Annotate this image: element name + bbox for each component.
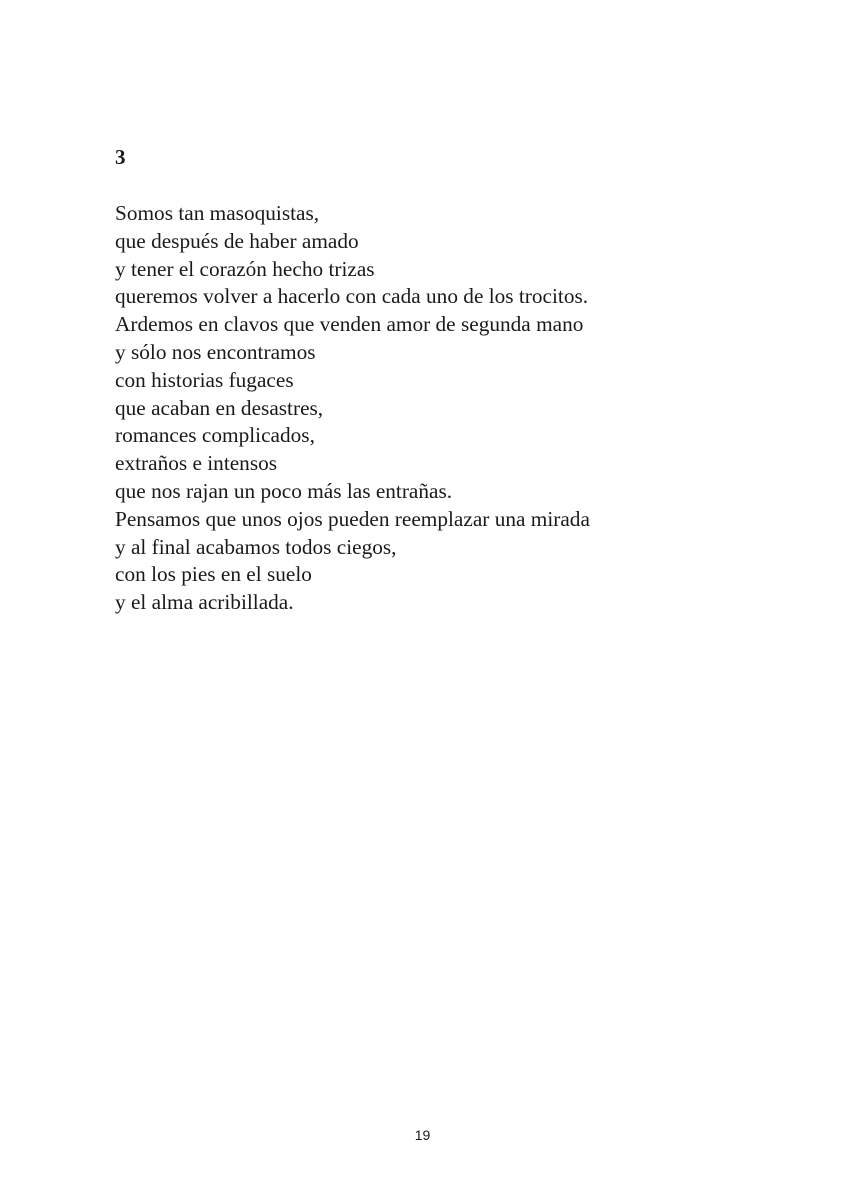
poem-line: romances complicados, [115,423,315,448]
poem-line: y el alma acribillada. [115,590,294,615]
poem-line: y sólo nos encontramos [115,339,316,364]
poem-line: Somos tan masoquistas, [115,201,320,225]
poem-line: Ardemos en clavos que venden amor de segunda mano [115,312,584,337]
poem-line: queremos volver a hacerlo con cada uno de los trocitos. [115,284,589,309]
poem-line: con los pies en el suelo [115,562,312,587]
poem-body [115,200,590,617]
poem-line: y al final acabamos todos ciegos, [115,534,397,559]
poem-line: y tener el corazón hecho trizas [115,256,375,281]
poem-number: 3 [115,145,126,169]
poem-line: extraños e intensos [115,451,278,476]
poem-line: Pensamos que unos ojos pueden reemplazar una mirada [115,506,590,531]
poem-line: que acaban en desastres, [115,395,324,420]
poem-line: con historias fugaces [115,367,294,392]
page-number: 19 [414,1127,431,1143]
poem-line: que nos rajan un poco más las entrañas. [115,478,453,503]
poem-line: que después de haber amado [115,228,359,253]
